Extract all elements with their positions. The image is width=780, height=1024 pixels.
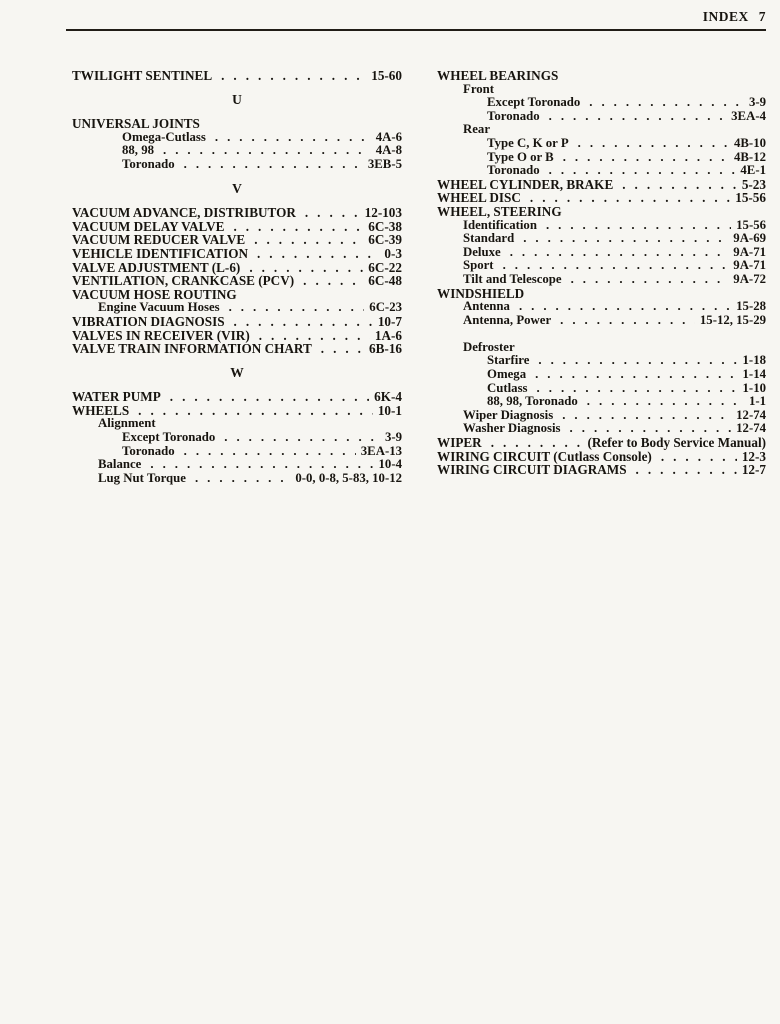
index-entry — [72, 315, 402, 329]
dot-leader — [622, 178, 737, 192]
entry-page-ref: 15-12, 15-29 — [699, 312, 766, 327]
dot-leader — [636, 463, 737, 477]
dot-leader — [661, 450, 737, 464]
dot-leader — [195, 472, 290, 486]
entry-page-ref: 5-23 — [741, 176, 766, 192]
entry-page-ref: 6C-39 — [368, 232, 402, 248]
entry-page-ref: (Refer to Body Service Manual) — [587, 435, 766, 451]
index-entry — [72, 404, 402, 418]
index-entry — [437, 246, 766, 260]
section-letter: V — [232, 180, 242, 196]
dot-leader — [254, 233, 363, 247]
dot-leader — [163, 144, 371, 158]
index-entry — [437, 368, 766, 382]
dot-leader — [530, 191, 730, 205]
entry-page-ref: 1-1 — [748, 394, 766, 409]
entry-label: VALVE ADJUSTMENT (L-6) — [72, 259, 241, 275]
dot-leader — [571, 273, 729, 287]
entry-label: WHEEL CYLINDER, BRAKE — [437, 176, 614, 192]
entry-page-ref: 3EA-4 — [731, 108, 766, 123]
dot-leader — [234, 315, 373, 329]
dot-leader — [510, 246, 729, 260]
entry-label: Toronado — [487, 108, 540, 123]
index-entry — [437, 178, 766, 192]
index-entry — [72, 458, 402, 472]
entry-label: VIBRATION DIAGNOSIS — [72, 313, 225, 329]
dot-leader — [150, 458, 373, 472]
entry-page-ref: 3EA-13 — [360, 443, 402, 458]
dot-leader — [215, 131, 371, 145]
entry-page-ref: 12-74 — [736, 421, 766, 436]
index-entry — [437, 259, 766, 273]
index-entry — [437, 436, 766, 450]
dot-leader — [259, 329, 370, 343]
entry-label: Engine Vacuum Hoses — [98, 300, 220, 315]
entry-page-ref: 9A-71 — [733, 244, 766, 259]
dot-leader — [589, 96, 744, 110]
dot-leader — [229, 301, 365, 315]
index-entry — [437, 164, 766, 178]
entry-page-ref: 9A-71 — [733, 258, 766, 273]
entry-label: WATER PUMP — [72, 389, 161, 405]
entry-page-ref: 3-9 — [384, 430, 402, 445]
entry-label: Tilt and Telescope — [463, 271, 562, 286]
dot-leader — [221, 69, 366, 83]
index-entry — [72, 233, 402, 247]
entry-label: WIPER — [437, 435, 482, 451]
dot-leader — [549, 110, 727, 124]
entry-label: Antenna — [463, 299, 510, 314]
entry-page-ref: 15-60 — [371, 68, 402, 83]
entry-label: WINDSHIELD — [437, 285, 525, 301]
entry-page-ref: 10-1 — [377, 402, 402, 418]
entry-page-ref: 1-14 — [742, 367, 766, 382]
entry-page-ref: 6C-23 — [369, 300, 402, 315]
entry-page-ref: 0-3 — [384, 245, 402, 261]
entry-label: Deluxe — [463, 244, 501, 259]
entry-label: WIRING CIRCUIT DIAGRAMS — [437, 462, 627, 478]
index-entry — [72, 472, 402, 486]
entry-label: Wiper Diagnosis — [463, 407, 554, 422]
index-columns — [0, 69, 780, 485]
entry-page-ref: 4B-10 — [734, 135, 766, 150]
header-title: INDEX — [702, 9, 749, 24]
entry-page-ref: 1-18 — [742, 353, 766, 368]
dot-leader — [503, 259, 729, 273]
index-entry — [72, 247, 402, 261]
entry-page-ref: 9A-72 — [733, 271, 766, 286]
entry-label: Front — [463, 81, 495, 96]
index-entry — [72, 301, 402, 315]
index-entry — [72, 206, 402, 220]
entry-page-ref: 12-103 — [364, 205, 402, 221]
index-entry — [437, 450, 766, 464]
index-entry — [437, 341, 766, 355]
entry-page-ref: 6B-16 — [369, 341, 402, 357]
index-entry — [72, 69, 402, 83]
entry-page-ref: 10-7 — [377, 313, 402, 329]
dot-leader — [224, 431, 380, 445]
page-header — [0, 0, 766, 25]
index-entry — [437, 463, 766, 477]
index-entry — [72, 158, 402, 172]
index-entry — [437, 96, 766, 110]
entry-page-ref: 6C-22 — [368, 259, 402, 275]
index-entry — [72, 329, 402, 343]
section-letter: W — [230, 364, 244, 380]
index-entry — [437, 300, 766, 314]
entry-page-ref: 1A-6 — [374, 327, 402, 343]
dot-leader — [519, 300, 731, 314]
column-spacer — [437, 327, 766, 341]
entry-label: Toronado — [487, 163, 540, 178]
entry-label: Cutlass — [487, 380, 528, 395]
entry-page-ref: 6K-4 — [374, 389, 402, 405]
dot-leader — [535, 368, 737, 382]
index-entry — [437, 83, 766, 97]
entry-label: Toronado — [122, 443, 175, 458]
entry-page-ref: 12-7 — [741, 462, 766, 478]
entry-label: Except Toronado — [122, 430, 216, 445]
dot-leader — [546, 219, 731, 233]
entry-label: Identification — [463, 217, 537, 232]
index-entry — [437, 110, 766, 124]
dot-leader — [249, 261, 363, 275]
entry-page-ref: 12-74 — [736, 407, 766, 422]
entry-label: Defroster — [463, 339, 515, 354]
entry-label: Washer Diagnosis — [463, 421, 561, 436]
entry-label: Antenna, Power — [463, 312, 552, 327]
entry-label: Rear — [463, 122, 490, 137]
index-entry — [437, 409, 766, 423]
index-entry — [72, 144, 402, 158]
dot-leader — [138, 404, 373, 418]
index-entry — [72, 342, 402, 356]
index-entry — [72, 445, 402, 459]
entry-label: UNIVERSAL JOINTS — [72, 116, 200, 132]
entry-page-ref: 3EB-5 — [367, 156, 402, 171]
entry-label: Omega — [487, 367, 527, 382]
entry-page-ref: 6C-38 — [368, 218, 402, 234]
entry-label: VACUUM REDUCER VALVE — [72, 232, 246, 248]
entry-label: Type O or B — [487, 149, 554, 164]
dot-leader — [563, 151, 729, 165]
dot-leader — [170, 390, 369, 404]
dot-leader — [257, 247, 379, 261]
index-entry — [437, 422, 766, 436]
entry-label: WIRING CIRCUIT (Cutlass Console) — [437, 448, 652, 464]
entry-page-ref: 15-28 — [736, 299, 766, 314]
entry-label: VACUUM ADVANCE, DISTRIBUTOR — [72, 205, 296, 221]
entry-page-ref: 3-9 — [748, 95, 766, 110]
index-entry — [437, 219, 766, 233]
dot-leader — [184, 158, 363, 172]
dot-leader — [321, 342, 364, 356]
header-page-number: 7 — [758, 9, 766, 24]
entry-label: WHEEL DISC — [437, 190, 521, 206]
entry-page-ref: 9A-69 — [733, 231, 766, 246]
dot-leader — [560, 314, 695, 328]
index-entry — [437, 395, 766, 409]
entry-label: VACUUM DELAY VALVE — [72, 218, 225, 234]
index-entry — [72, 274, 402, 288]
dot-leader — [587, 395, 744, 409]
entry-page-ref: 4A-6 — [375, 129, 402, 144]
index-entry — [437, 69, 766, 83]
index-entry — [72, 431, 402, 445]
dot-leader — [549, 164, 736, 178]
index-entry — [437, 191, 766, 205]
index-entry — [437, 354, 766, 368]
entry-label: Except Toronado — [487, 95, 581, 110]
dot-leader — [491, 436, 583, 450]
dot-leader — [523, 232, 728, 246]
entry-label: VACUUM HOSE ROUTING — [72, 286, 237, 302]
index-entry — [437, 382, 766, 396]
entry-label: VALVE TRAIN INFORMATION CHART — [72, 341, 312, 357]
index-entry — [72, 117, 402, 131]
entry-label: 88, 98 — [122, 143, 154, 158]
dot-leader — [562, 409, 731, 423]
index-entry — [72, 390, 402, 404]
index-entry — [437, 273, 766, 287]
dot-leader — [303, 274, 363, 288]
dot-leader — [184, 445, 356, 459]
index-entry — [437, 314, 766, 328]
dot-leader — [305, 206, 360, 220]
index-entry — [437, 151, 766, 165]
index-entry — [72, 417, 402, 431]
entry-label: Omega-Cutlass — [122, 129, 206, 144]
entry-page-ref: 1-10 — [742, 380, 766, 395]
dot-leader — [537, 382, 738, 396]
entry-page-ref: 6C-48 — [368, 273, 402, 289]
entry-label: 88, 98, Toronado — [487, 394, 578, 409]
entry-label: Lug Nut Torque — [98, 470, 186, 485]
entry-label: Alignment — [98, 416, 156, 431]
entry-label: Starfire — [487, 353, 530, 368]
index-entry — [72, 220, 402, 234]
entry-page-ref: 15-56 — [735, 190, 766, 206]
dot-leader — [578, 137, 729, 151]
index-entry — [437, 232, 766, 246]
entry-label: Standard — [463, 231, 515, 246]
entry-label: TWILIGHT SENTINEL — [72, 68, 213, 83]
dot-leader — [538, 354, 737, 368]
index-entry — [437, 137, 766, 151]
section-letter: U — [232, 91, 242, 107]
entry-page-ref: 12-3 — [741, 448, 766, 464]
entry-label: Type C, K or P — [487, 135, 569, 150]
entry-label: VALVES IN RECEIVER (VIR) — [72, 327, 250, 343]
index-entry — [437, 123, 766, 137]
entry-label: WHEELS — [72, 402, 130, 418]
index-column-left — [72, 69, 402, 485]
entry-label: WHEEL, STEERING — [437, 203, 562, 219]
entry-page-ref: 4B-12 — [734, 149, 766, 164]
entry-label: WHEEL BEARINGS — [437, 68, 559, 83]
index-entry — [437, 205, 766, 219]
entry-page-ref: 4A-8 — [375, 143, 402, 158]
header-rule — [66, 29, 766, 31]
entry-label: VEHICLE IDENTIFICATION — [72, 245, 248, 261]
entry-label: Balance — [98, 457, 142, 472]
entry-page-ref: 4E-1 — [740, 163, 766, 178]
index-entry — [72, 131, 402, 145]
entry-page-ref: 0-0, 0-8, 5-83, 10-12 — [295, 470, 402, 485]
entry-label: VENTILATION, CRANKCASE (PCV) — [72, 273, 295, 289]
index-entry — [72, 288, 402, 302]
index-entry — [437, 287, 766, 301]
index-column-right — [437, 69, 766, 485]
entry-label: Toronado — [122, 156, 175, 171]
dot-leader — [233, 220, 363, 234]
entry-page-ref: 15-56 — [736, 217, 766, 232]
index-entry — [72, 261, 402, 275]
entry-page-ref: 10-4 — [378, 457, 402, 472]
dot-leader — [570, 422, 732, 436]
entry-label: Sport — [463, 258, 494, 273]
